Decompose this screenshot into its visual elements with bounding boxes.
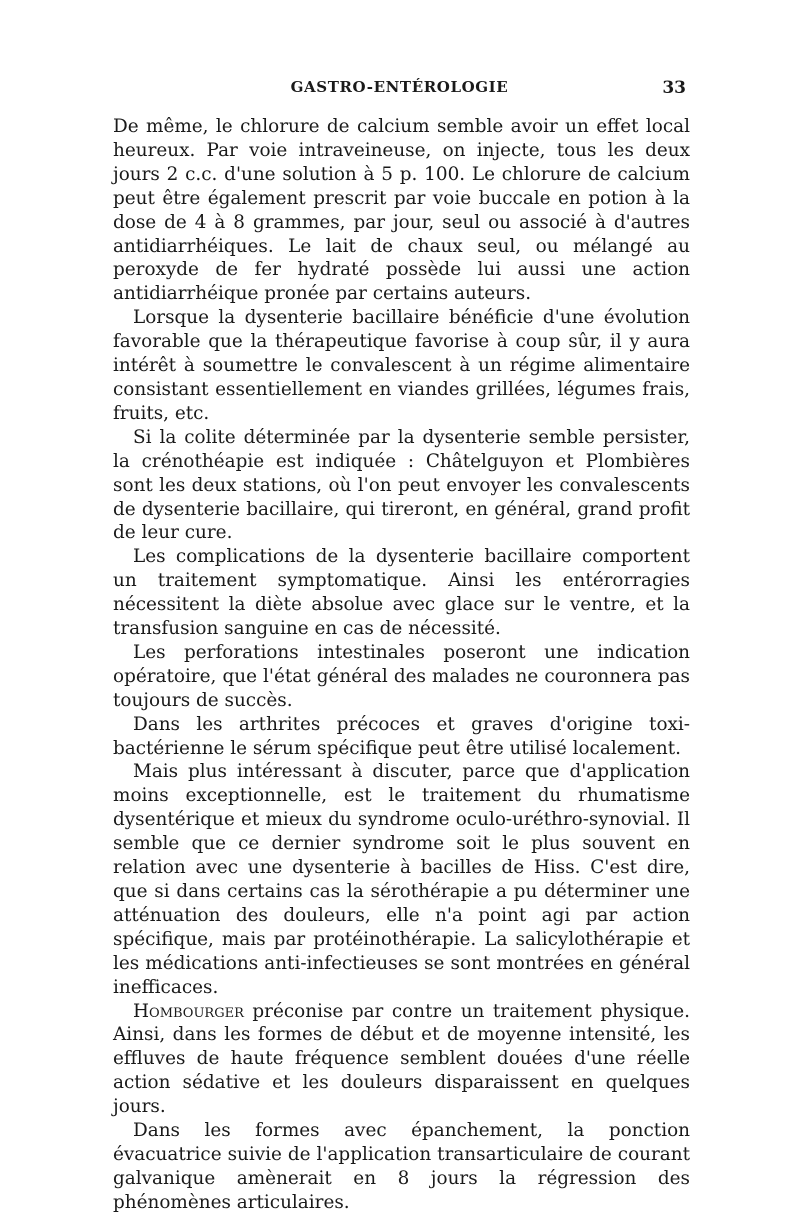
paragraph: Lorsque la dysenterie bacillaire bénéficie d'une évolution favorable que la thérapeutique favorise à coup sûr, il y aura intérêt à soumettre le convalescent à un régime alimentaire consistant essentiellement en viandes grillées, légumes frais, fruits, etc. bbox=[113, 307, 690, 424]
paragraph: Dans les arthrites précoces et graves d'origine toxi-bactérienne le sérum spécifique peut être utilisé localement. bbox=[113, 713, 690, 759]
running-head bbox=[113, 78, 686, 102]
paragraph-text: préconise par contre un traitement physique. Ainsi, dans les formes de début et de moyenne intensité, les effluves de haute fréquence semblent douées d'une réelle action sédative et les douleurs disparaissent en quelques jours. bbox=[113, 1000, 690, 1118]
paragraph: Si la colite déterminée par la dysenterie semble persister, la crénothéapie est indiquée : Châtelguyon et Plombières sont les deux stations, où l'on peut envoyer les convalescents de dysenterie bacillaire, qui tireront, en général, grand profit de leur cure. bbox=[113, 426, 690, 544]
paragraph: Mais plus intéressant à discuter, parce que d'application moins exceptionnelle, est le traitement du rhumatisme dysentérique et mieux du syndrome oculo-uréthro-synovial. Il semble que ce dernier syndrome soit le plus souvent en relation avec une dysenterie à bacilles de Hiss. C'est dire, que si dans certains cas la sérothérapie a pu déterminer une atténuation des douleurs, elle n'a point agi par action spécifique, mais par protéinothérapie. La salicylothérapie et les médications anti-infectieuses se sont montrées en général inefficaces. bbox=[113, 761, 690, 998]
author-name: Hombourger bbox=[133, 1000, 244, 1022]
paragraph: Dans les formes avec épanchement, la ponction évacuatrice suivie de l'application transarticulaire de courant galvanique amènerait en 8 jours la régression des phénomènes articulaires. bbox=[113, 1120, 690, 1213]
paragraph: Les complications de la dysenterie bacillaire comportent un traitement symptomatique. Ainsi les entérorragies nécessitent la diète absolue avec glace sur le ventre, et la transfusion sanguine en cas de nécessité. bbox=[113, 546, 690, 640]
paragraph bbox=[113, 1000, 690, 1120]
paragraph: Les perforations intestinales poseront une indication opératoire, que l'état général des malades ne couronnera pas toujours de succès. bbox=[113, 641, 690, 711]
page-number: 33 bbox=[662, 78, 686, 98]
paragraph: De même, le chlorure de calcium semble avoir un effet local heureux. Par voie intraveineuse, on injecte, tous les deux jours 2 c.c. d'une solution à 5 p. 100. Le chlorure de calcium peut être également prescrit par voie buccale en potion à la dose de 4 à 8 grammes, par jour, seul ou associé à d'autres antidiarrhéiques. Le lait de chaux seul, ou mélangé au peroxyde de fer hydraté possède lui aussi une action antidiarrhéique pronée par certains auteurs. bbox=[113, 116, 690, 305]
chapter-title: GASTRO-ENTÉROLOGIE bbox=[290, 78, 509, 96]
body-text bbox=[113, 115, 690, 1215]
